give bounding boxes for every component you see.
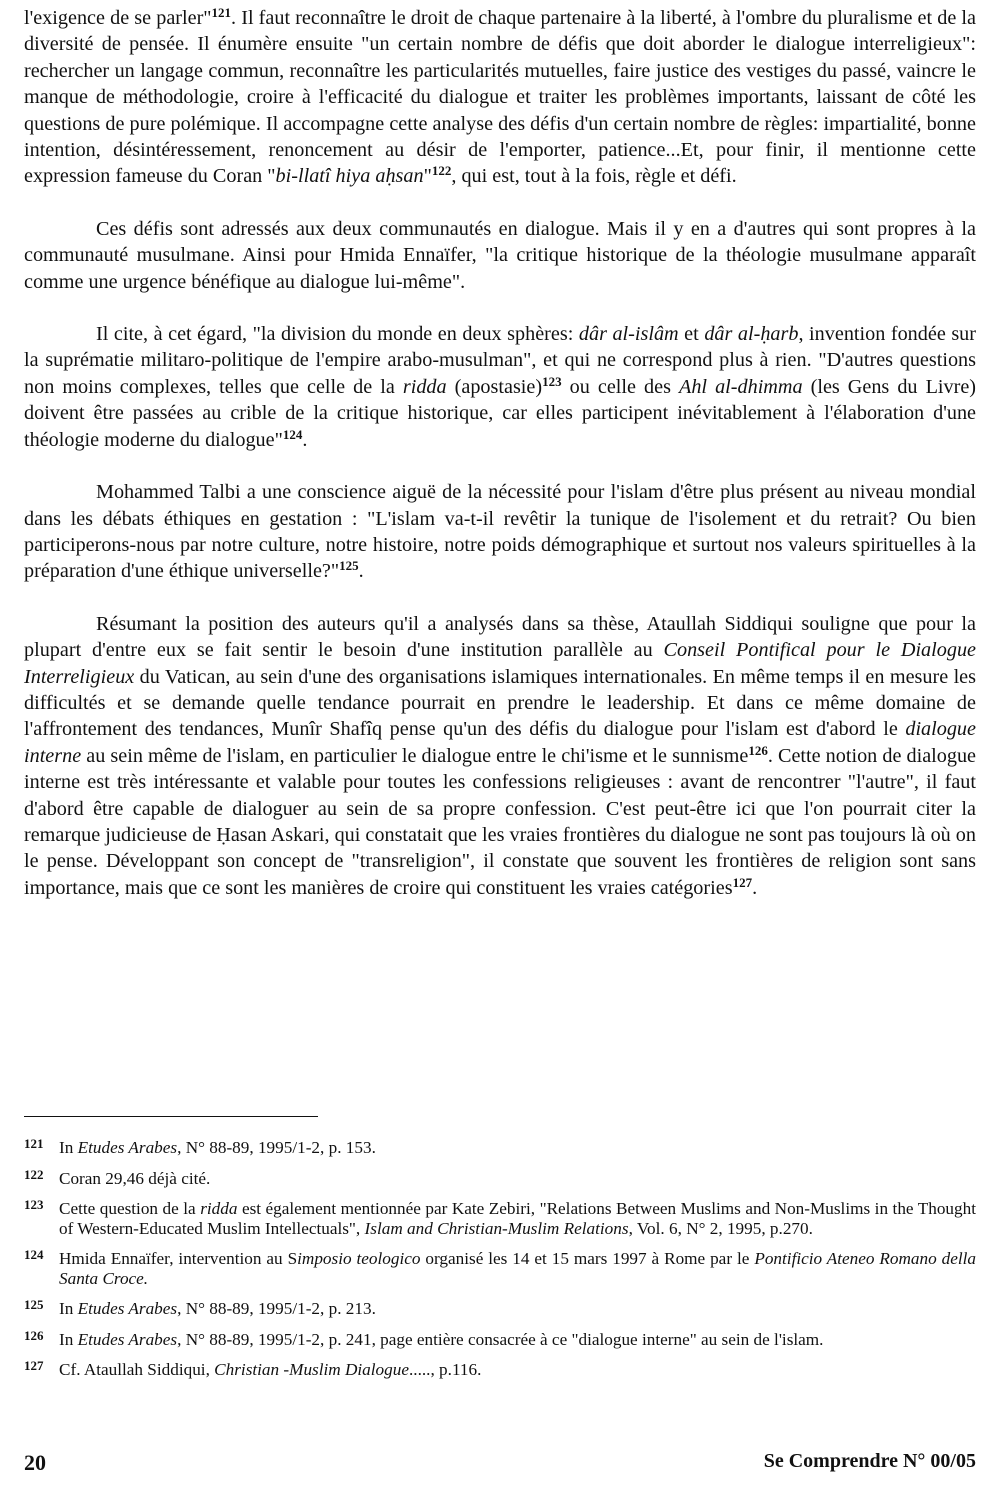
footnote-ref-124[interactable]: 124: [282, 426, 303, 442]
page-footer: [24, 1450, 976, 1476]
text-run: (les Gens du Livre) doivent être passées au crible de la critique historique, car elles participent inévitablement à l'élaboration d'une théologie moderne du dialogue": [24, 375, 977, 451]
footnote-number: 121: [24, 1136, 44, 1151]
italic-term: ridda: [200, 1199, 238, 1218]
text-run: l'exigence de se parler": [24, 7, 212, 29]
italic-term: dâr al-islâm: [578, 323, 679, 346]
text-run: .: [302, 428, 308, 451]
footnote-122: [24, 1166, 976, 1189]
footnote-126: [24, 1327, 976, 1350]
text-run: Cette question de la: [59, 1199, 201, 1218]
text-run: , Vol. 6, N° 2, 1995, p.270.: [628, 1218, 813, 1238]
footnote-ref-126[interactable]: 126: [748, 742, 768, 758]
text-run: ": [423, 165, 432, 188]
footnote-number: 124: [24, 1247, 44, 1262]
text-run: Il cite, à cet égard, "la division du monde en deux sphères:: [96, 323, 579, 346]
footnote-text: [59, 1138, 976, 1158]
paragraph-3: [24, 321, 976, 453]
text-run: , N° 88-89, 1995/1-2, p. 153.: [177, 1138, 376, 1157]
footnote-ref-125[interactable]: 125: [339, 558, 359, 574]
paragraph-4: [24, 479, 976, 585]
text-run: Coran 29,46 déjà cité.: [59, 1168, 211, 1188]
italic-title: Pontificio Ateneo Romano della Santa Croce.: [59, 1249, 976, 1288]
italic-term: dialogue interne: [24, 718, 976, 767]
text-run: Cf. Ataullah Siddiqui,: [59, 1360, 215, 1379]
footnote-125: [24, 1299, 976, 1319]
publication-title: Se Comprendre N° 00/05: [763, 1450, 976, 1472]
text-run: Résumant la position des auteurs qu'il a analysés dans sa thèse, Ataullah Siddiqui souligne que pour la plupart d'entre eux se fait sentir le besoin d'une institution parallèle au: [24, 612, 976, 662]
italic-term: Conseil Pontifical pour le Dialogue Interreligieux: [24, 639, 976, 688]
text-run: organisé les 14 et 15 mars 1997 à Rome par le: [420, 1249, 755, 1268]
text-run: .: [358, 560, 364, 583]
italic-term: Ahl al-dhimma: [679, 375, 803, 398]
text-run: In: [59, 1138, 78, 1157]
paragraph-1: [24, 5, 976, 190]
footnote-separator: [24, 1116, 318, 1117]
text-run: , invention fondée sur la suprématie militaro-politique de l'empire arabo-musulman", et qui ne correspond plus à rien. "D'autres questions non moins complexes, telles que celle de la: [24, 323, 977, 398]
text-run: Ces défis sont adressés aux deux communautés en dialogue. Mais il y en a d'autres qui sont propres à la communauté musulmane. Ainsi pour Hmida Ennaïfer, "la critique historique de la théologie musulmane apparaît comme une urgence bénéfique au dialogue lui-même".: [24, 217, 976, 293]
text-run: , N° 88-89, 1995/1-2, p. 213.: [177, 1299, 376, 1318]
footnote-number: 126: [24, 1327, 44, 1343]
footnote-text: [59, 1199, 976, 1238]
footnote-text: [59, 1360, 976, 1380]
italic-title: Islam and Christian-Muslim Relations: [364, 1218, 629, 1238]
italic-title: Christian -Muslim Dialogue: [214, 1360, 409, 1379]
italic-term: bi-llatî hiya aḥsan: [275, 165, 424, 188]
footnote-124: [24, 1249, 976, 1288]
text-run: et: [678, 323, 705, 346]
italic-title: imposio teologico: [297, 1249, 421, 1268]
footnote-121: [24, 1138, 976, 1158]
text-run: , N° 88-89, 1995/1-2, p. 241, page entière consacrée à ce "dialogue interne" au sein de l'islam.: [177, 1329, 824, 1349]
page-number: 20: [24, 1450, 46, 1475]
footnotes: [24, 1138, 976, 1391]
text-run: In: [59, 1329, 78, 1349]
text-run: . Il faut reconnaître le droit de chaque partenaire à la liberté, à l'ombre du pluralisme et de la diversité de pensée. Il énumère ensuite "un certain nombre de défis que doit aborder le dialogue interreligieux": rechercher un langage commun, reconnaître les particularités mutuelles, faire justice des vestiges du passé, vaincre le manque de méthodologie, croire à l'efficacité du dialogue et traiter les problèmes importants, laissant de côté les questions de pure polémique. Il accompagne cette analyse des défis d'un certain nombre de règles: impartialité, bonne intention, désintéressement, renoncement au désir de l'emporter, patience...Et, pour finir, il mentionne cette expression fameuse du Coran ": [24, 7, 977, 188]
text-run: In: [59, 1299, 78, 1318]
text-run: ....., p.116.: [408, 1360, 482, 1379]
footnote-number: 122: [24, 1166, 44, 1182]
footnote-127: [24, 1360, 976, 1380]
italic-title: Etudes Arabes: [77, 1329, 178, 1349]
footnote-text: [59, 1299, 976, 1319]
footnote-text: [59, 1249, 976, 1288]
body-text: [24, 5, 976, 901]
text-run: . Cette notion de dialogue interne est très intéressante et valable pour toutes les confessions religieuses : avant de rencontrer "l'autre", il faut d'abord être capable de dialoguer au sein de sa propre confession. C'est peut-être ici que l'on pourrait citer la remarque judicieuse de Ḥasan Askari, qui constatait que les vraies frontières du dialogue ne sont pas toujours là où on le pense. Développant son concept de "transreligion", il constate que souvent les frontières de religion sont sans importance, mais que ce sont les manières de croire qui constituent les vraies catégories: [24, 744, 977, 899]
footnote-number: 123: [24, 1197, 44, 1212]
text-run: , qui est, tout à la fois, règle et défi.: [451, 165, 737, 188]
text-run: est également mentionnée par Kate Zebiri, "Relations Between Muslims and Non-Muslims in the Thought of Western-Educated Muslim Intellectuals",: [59, 1199, 976, 1238]
text-run: Mohammed Talbi a une conscience aiguë de la nécessité pour l'islam d'être plus présent au niveau mondial dans les débats éthiques en gestation : "L'islam va-t-il revêtir la tunique de l'isolement et du retrait? Ou bien participerons-nous par notre culture, notre histoire, notre poids démographique et surtout nos valeurs spirituelles à la préparation d'une éthique universelle?": [24, 481, 976, 583]
text-run: .: [752, 876, 758, 899]
paragraph-2: [24, 216, 976, 295]
italic-term: dâr al-ḥarb: [704, 323, 799, 346]
footnote-number: 125: [24, 1297, 44, 1312]
italic-title: Etudes Arabes: [77, 1138, 178, 1157]
text-run: au sein même de l'islam, en particulier le dialogue entre le chi'isme et le sunnisme: [81, 744, 749, 767]
text-run: ou celle des: [561, 375, 679, 398]
paragraph-5: [24, 611, 976, 901]
text-run: (apostasie): [446, 375, 543, 398]
document-page: [24, 0, 976, 901]
footnote-ref-127[interactable]: 127: [732, 874, 753, 890]
footnote-ref-122[interactable]: 122: [431, 163, 452, 179]
text-run: Hmida Ennaïfer, intervention au S: [59, 1249, 298, 1268]
footnote-123: [24, 1199, 976, 1238]
italic-title: Etudes Arabes: [77, 1299, 178, 1318]
footnote-ref-123[interactable]: 123: [542, 373, 562, 389]
footnote-ref-121[interactable]: 121: [211, 5, 232, 20]
footnote-number: 127: [24, 1358, 44, 1373]
italic-term: ridda: [402, 375, 447, 398]
text-run: du Vatican, au sein d'une des organisations islamiques internationales. En même temps il en mesure les difficultés et se demande quelle tendance pourrait en prendre le leadership. Et dans ce même domaine de l'affrontement des tendances, Munîr Shafîq pense qu'un des défis du dialogue pour l'islam est d'abord le: [24, 665, 976, 741]
footnote-text: [59, 1330, 976, 1350]
footnote-text: [59, 1169, 976, 1189]
